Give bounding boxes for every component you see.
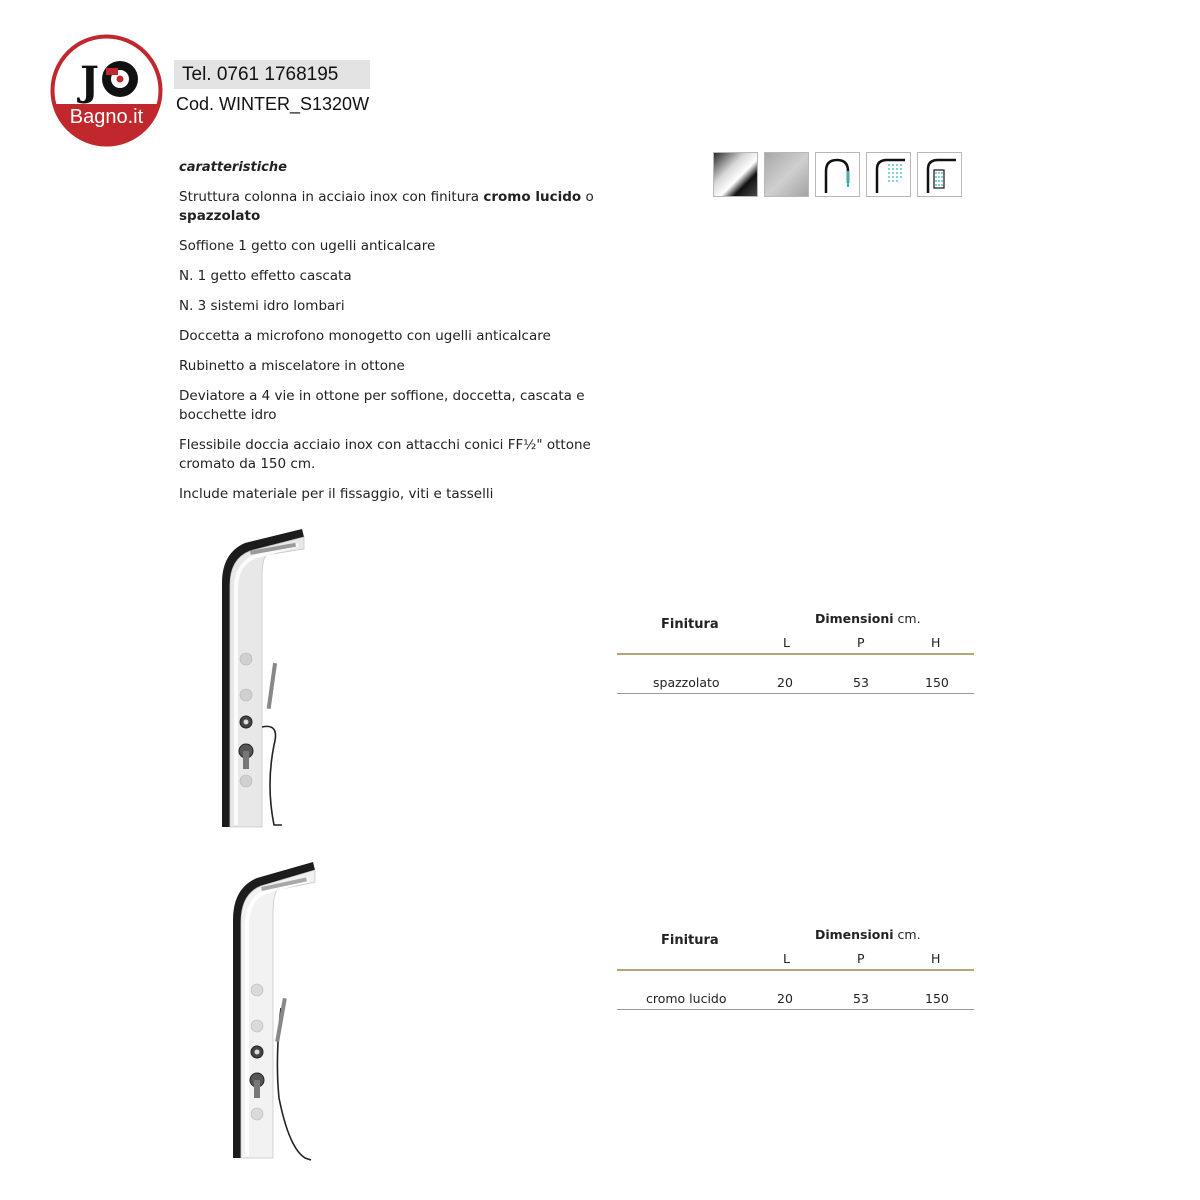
- feature-item: N. 3 sistemi idro lombari: [179, 298, 345, 314]
- table-cell-h: 150: [925, 675, 949, 690]
- table-col-p: P: [857, 635, 865, 650]
- shower-panel-brushed-image: [200, 525, 310, 835]
- table-divider: [617, 653, 974, 655]
- table-header-finish: Finitura: [661, 933, 719, 948]
- phone-number: Tel. 0761 1768195: [174, 60, 370, 89]
- table-cell-p: 53: [853, 991, 869, 1006]
- jobagno-logo: [50, 34, 163, 147]
- feature-item: Struttura colonna in acciaio inox con finitura cromo lucido o spazzolato: [179, 189, 594, 224]
- feature-icons: [713, 152, 962, 197]
- table-col-h: H: [931, 635, 941, 650]
- table-col-h: H: [931, 951, 941, 966]
- table-cell-h: 150: [925, 991, 949, 1006]
- features-heading: caratteristiche: [179, 160, 287, 175]
- table-header-finish: Finitura: [661, 617, 719, 632]
- shower-head-jet-icon: [866, 152, 911, 197]
- table-cell-l: 20: [777, 675, 793, 690]
- features-list: [179, 188, 609, 504]
- finish-brushed-icon: [764, 152, 809, 197]
- table-header-dimensions: Dimensioni cm.: [815, 927, 921, 942]
- feature-item: Flessibile doccia acciaio inox con attacchi conici FF½" ottone cromato da 150 cm.: [179, 437, 591, 472]
- features-section: [179, 160, 609, 515]
- feature-item: N. 1 getto effetto cascata: [179, 268, 352, 284]
- feature-item: Soffione 1 getto con ugelli anticalcare: [179, 238, 436, 254]
- feature-item: Deviatore a 4 vie in ottone per soffione, doccetta, cascata e bocchette idro: [179, 388, 585, 423]
- table-col-l: L: [783, 951, 790, 966]
- table-header-dimensions: Dimensioni cm.: [815, 611, 921, 626]
- shower-panel-chrome-image: [215, 858, 325, 1168]
- product-code: Cod. WINTER_S1320W: [176, 94, 370, 114]
- table-col-l: L: [783, 635, 790, 650]
- table-bottom-rule: [617, 693, 974, 694]
- table-cell-p: 53: [853, 675, 869, 690]
- feature-item: Rubinetto a miscelatore in ottone: [179, 358, 405, 374]
- table-cell-l: 20: [777, 991, 793, 1006]
- feature-item: Include materiale per il fissaggio, viti e tasselli: [179, 486, 494, 502]
- table-col-p: P: [857, 951, 865, 966]
- finish-chrome-icon: [713, 152, 758, 197]
- table-cell-finish: spazzolato: [653, 675, 720, 690]
- shower-side-jets-icon: [917, 152, 962, 197]
- table-bottom-rule: [617, 1009, 974, 1010]
- table-divider: [617, 969, 974, 971]
- shower-arm-icon: [815, 152, 860, 197]
- feature-item: Doccetta a microfono monogetto con ugelli anticalcare: [179, 328, 551, 344]
- svg-text:J: J: [80, 58, 99, 105]
- logo-text-bagno: Bagno.it: [69, 106, 144, 128]
- table-cell-finish: cromo lucido: [646, 991, 727, 1006]
